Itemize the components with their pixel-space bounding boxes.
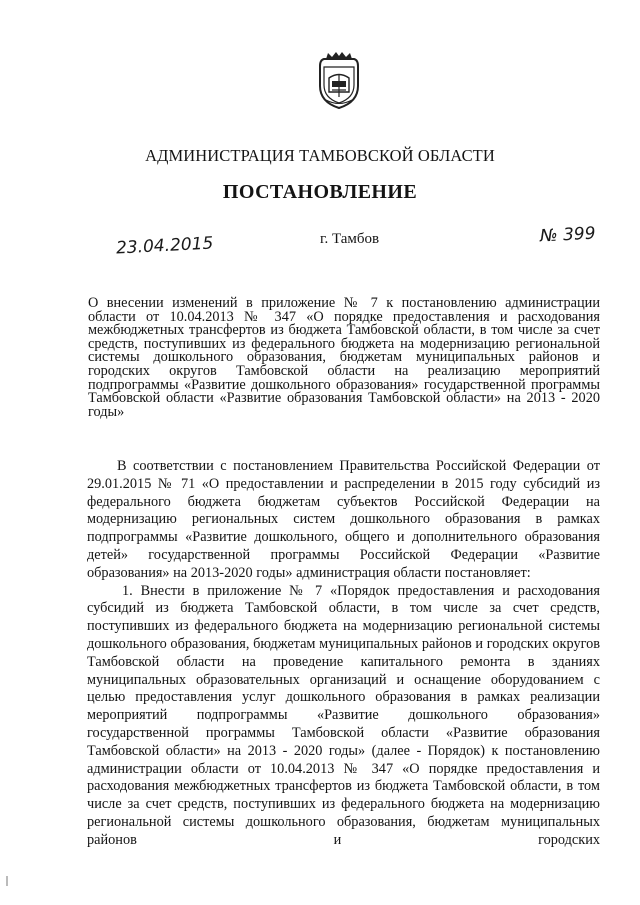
document-type-title: ПОСТАНОВЛЕНИЕ — [222, 181, 418, 203]
agency-name: АДМИНИСТРАЦИЯ ТАМБОВСКОЙ ОБЛАСТИ — [145, 146, 495, 165]
document-body — [87, 458, 600, 850]
document-subject: О внесении изменений в приложение № 7 к постановлению администрации области от 10.04.2013 № 347 «О порядке предоставления и расходования межбюджетных трансфертов из бюджета Тамбовской области, в том числе за счет средств, поступивших из федерального бюджета на модернизацию региональной системы дошкольного образования, бюджетам муниципальных районов и городских округов Тамбовской области на реализацию мероприятий подпрограммы «Развитие дошкольного образования» государственной программы Тамбовской области «Развитие образования Тамбовской области» на 2013 - 2020 годы» — [88, 295, 600, 420]
scan-margin-mark — [6, 876, 8, 886]
city-label: г. Тамбов — [320, 231, 380, 247]
clause-1-paragraph: 1. Внести в приложение № 7 «Порядок предоставления и расходования субсидий из бюджета Тамбовской области, в том числе за счет средств, поступивших из федерального бюджета на модернизацию региональной системы дошкольного образования, бюджетам муниципальных районов и городских округов Тамбовской области на проведение капитального ремонта в зданиях муниципальных образовательных организаций и оснащение оборудованием с целью предоставления услуг дошкольного образования в рамках реализации мероприятий подпрограммы «Развитие дошкольного образования» государственной программы Тамбовской области «Развитие образования Тамбовской области» на 2013 - 2020 годы» (далее - Порядок) к постановлению администрации области от 10.04.2013 № 347 «О порядке предоставления и расходования межбюджетных трансфертов из бюджета Тамбовской области, в том числе за счет средств, поступивших из федерального бюджета на модернизацию региональной системы дошкольного образования, бюджетам муниципальных районов и городских — [87, 582, 600, 848]
preamble-paragraph: В соответствии с постановлением Правительства Российской Федерации от 29.01.2015 № 71 «О предоставлении и распределении в 2015 году субсидий из федерального бюджета бюджетам субъектов Российской Федерации на модернизацию региональных систем дошкольного образования в рамках подпрограммы «Развитие дошкольного, общего и дополнительного образования детей» государственной программы Российской Федерации «Развитие образования» на 2013-2020 годы» администрация области постановляет: — [87, 458, 600, 581]
coat-of-arms-emblem — [316, 52, 362, 110]
handwritten-document-number: № 399 — [539, 223, 597, 247]
handwritten-date: 23.04.2015 — [115, 233, 214, 259]
